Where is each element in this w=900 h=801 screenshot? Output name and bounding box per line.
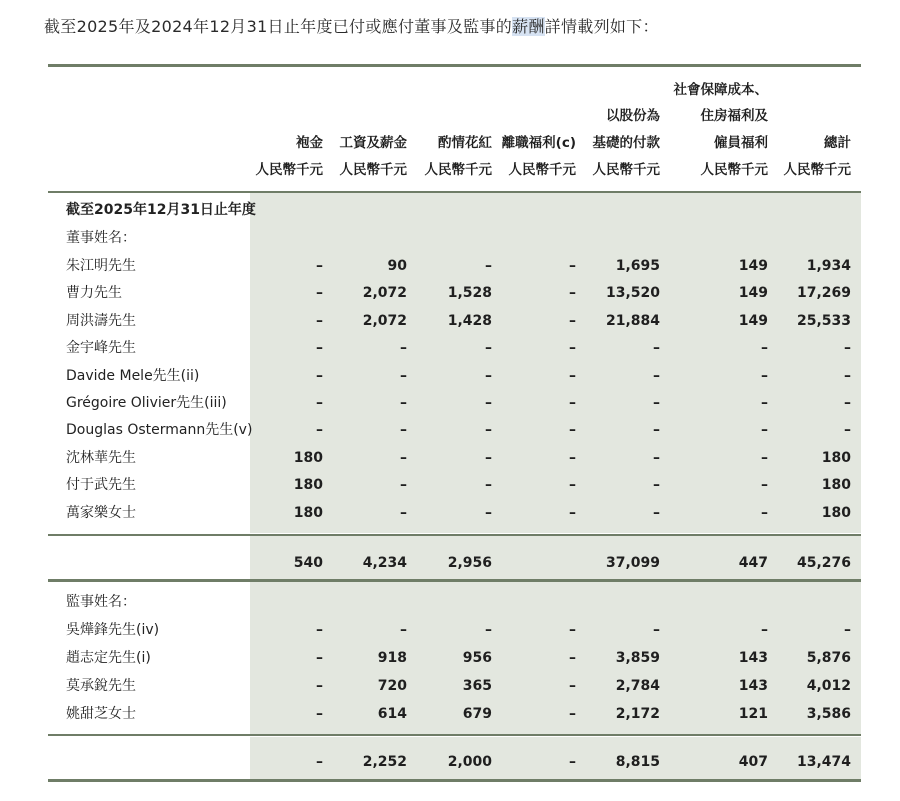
column-header: 住房福利及 bbox=[700, 108, 768, 124]
table-cell: – bbox=[485, 449, 492, 466]
table-cell: 149 bbox=[738, 258, 768, 274]
row-label: 趙志定先生(i) bbox=[66, 650, 151, 666]
table-row bbox=[48, 253, 861, 280]
table-cell: – bbox=[400, 449, 407, 466]
table-cell: – bbox=[569, 367, 576, 384]
table-cell: 2,000 bbox=[447, 754, 492, 770]
table-cell: – bbox=[316, 312, 323, 329]
table-cell: 407 bbox=[738, 754, 768, 770]
table-row bbox=[48, 701, 861, 728]
table-cell: 143 bbox=[738, 678, 768, 694]
table-cell: – bbox=[653, 367, 660, 384]
table-cell: – bbox=[400, 622, 407, 638]
table-cell: – bbox=[761, 504, 768, 521]
table-row bbox=[48, 363, 861, 390]
table-cell: 918 bbox=[377, 650, 407, 666]
table-cell: – bbox=[316, 650, 323, 666]
table-cell: 149 bbox=[738, 312, 768, 329]
table-cell: – bbox=[316, 678, 323, 694]
table-cell: – bbox=[761, 622, 768, 638]
table-cell: – bbox=[653, 504, 660, 521]
table-cell: – bbox=[569, 754, 576, 770]
table-cell: 180 bbox=[821, 504, 851, 521]
table-cell: – bbox=[653, 622, 660, 638]
row-label: 付于武先生 bbox=[66, 477, 136, 494]
column-header: 工資及薪金 bbox=[339, 135, 407, 151]
table-cell: 540 bbox=[293, 555, 323, 571]
intro-text bbox=[44, 14, 659, 37]
table-cell: – bbox=[569, 650, 576, 666]
table-cell: – bbox=[844, 622, 851, 638]
table-cell: – bbox=[400, 477, 407, 494]
table-cell: – bbox=[316, 422, 323, 439]
column-header: 基礎的付款 bbox=[592, 135, 660, 151]
table-cell: 4,012 bbox=[806, 678, 851, 694]
directors-label bbox=[48, 225, 861, 252]
row-label: 董事姓名： bbox=[66, 230, 136, 246]
table-cell: – bbox=[485, 367, 492, 384]
table-cell: – bbox=[761, 395, 768, 411]
table-cell: 2,072 bbox=[362, 285, 407, 302]
table-cell: 13,520 bbox=[605, 285, 660, 302]
row-label: 截至2025年12月31日止年度 bbox=[66, 202, 256, 218]
column-unit: 人民幣千元 bbox=[339, 162, 407, 178]
table-cell: 21,884 bbox=[605, 312, 660, 329]
row-label: Douglas Ostermann先生(v) bbox=[66, 422, 253, 439]
table-cell: – bbox=[569, 504, 576, 521]
table-row bbox=[48, 673, 861, 700]
row-label: 監事姓名： bbox=[66, 594, 136, 610]
column-unit: 人民幣千元 bbox=[592, 162, 660, 178]
table-cell: – bbox=[653, 340, 660, 357]
table-cell: 45,276 bbox=[796, 555, 851, 571]
table-cell: 447 bbox=[738, 555, 768, 571]
table-cell: 25,533 bbox=[796, 312, 851, 329]
table-cell: – bbox=[844, 422, 851, 439]
table-cell: 13,474 bbox=[796, 754, 851, 770]
table-cell: – bbox=[316, 706, 323, 722]
supervisors-total-row bbox=[48, 749, 861, 776]
table-cell: 720 bbox=[377, 678, 407, 694]
intro-after: 詳情載列如下： bbox=[544, 17, 659, 36]
table-cell: – bbox=[316, 395, 323, 411]
table-row bbox=[48, 335, 861, 362]
table-cell: 1,934 bbox=[806, 258, 851, 274]
table-cell: 37,099 bbox=[605, 555, 660, 571]
table-cell: – bbox=[485, 340, 492, 357]
table-row bbox=[48, 472, 861, 499]
directors-total-rule bbox=[48, 579, 861, 582]
table-row bbox=[48, 645, 861, 672]
table-row bbox=[48, 280, 861, 307]
column-unit: 人民幣千元 bbox=[783, 162, 851, 178]
table-cell: – bbox=[653, 422, 660, 439]
table-cell: – bbox=[761, 422, 768, 439]
table-cell: 365 bbox=[462, 678, 492, 694]
table-cell: 2,072 bbox=[362, 312, 407, 329]
table-cell: – bbox=[400, 340, 407, 357]
row-label: 沈林華先生 bbox=[66, 449, 136, 466]
table-cell: – bbox=[761, 340, 768, 357]
table-row bbox=[48, 500, 861, 527]
table-cell: – bbox=[485, 622, 492, 638]
table-cell: – bbox=[653, 449, 660, 466]
table-cell: – bbox=[316, 285, 323, 302]
table-cell: 2,956 bbox=[447, 555, 492, 571]
table-cell: – bbox=[844, 340, 851, 357]
table-cell: 1,695 bbox=[615, 258, 660, 274]
table-row bbox=[48, 390, 861, 417]
row-label: 朱江明先生 bbox=[66, 258, 136, 274]
table-cell: – bbox=[761, 367, 768, 384]
table-cell: – bbox=[569, 285, 576, 302]
table-cell: 1,528 bbox=[447, 285, 492, 302]
top-rule bbox=[48, 64, 861, 67]
table-cell: – bbox=[485, 504, 492, 521]
table-cell: 180 bbox=[293, 504, 323, 521]
table-cell: – bbox=[485, 395, 492, 411]
table-row bbox=[48, 445, 861, 472]
directors-subtotal-rule bbox=[48, 534, 861, 536]
column-header: 社會保障成本、 bbox=[673, 82, 768, 98]
table-cell: 180 bbox=[821, 477, 851, 494]
column-header: 酌情花紅 bbox=[438, 135, 492, 151]
table-cell: 180 bbox=[821, 449, 851, 466]
table-cell: 121 bbox=[738, 706, 768, 722]
table-cell: – bbox=[316, 367, 323, 384]
table-cell: – bbox=[761, 477, 768, 494]
table-cell: – bbox=[569, 678, 576, 694]
table-cell: 956 bbox=[462, 650, 492, 666]
column-header: 總計 bbox=[824, 135, 851, 151]
table-cell: 90 bbox=[387, 258, 407, 274]
table-cell: – bbox=[569, 477, 576, 494]
table-cell: – bbox=[569, 422, 576, 439]
table-row bbox=[48, 417, 861, 444]
supervisors-label bbox=[48, 589, 861, 616]
table-cell: – bbox=[485, 422, 492, 439]
column-unit: 人民幣千元 bbox=[508, 162, 576, 178]
table-cell: – bbox=[569, 312, 576, 329]
table-cell: – bbox=[844, 395, 851, 411]
row-label: 周洪濤先生 bbox=[66, 312, 136, 329]
table-cell: – bbox=[653, 395, 660, 411]
table-cell: – bbox=[569, 258, 576, 274]
row-label: 萬家樂女士 bbox=[66, 504, 136, 521]
column-unit: 人民幣千元 bbox=[255, 162, 323, 178]
table-cell: 2,252 bbox=[362, 754, 407, 770]
row-label: Grégoire Olivier先生(iii) bbox=[66, 395, 227, 411]
table-row bbox=[48, 308, 861, 335]
table-cell: 143 bbox=[738, 650, 768, 666]
table-row bbox=[48, 617, 861, 644]
table-cell: 1,428 bbox=[447, 312, 492, 329]
row-label: Davide Mele先生(ii) bbox=[66, 367, 200, 384]
table-cell: 3,859 bbox=[615, 650, 660, 666]
table-cell: – bbox=[400, 367, 407, 384]
column-header: 袍金 bbox=[296, 135, 323, 151]
table-cell: – bbox=[485, 477, 492, 494]
table-cell: 2,784 bbox=[615, 678, 660, 694]
table-cell: – bbox=[316, 340, 323, 357]
table-cell: 2,172 bbox=[615, 706, 660, 722]
section-title bbox=[48, 197, 861, 224]
table-cell: – bbox=[653, 477, 660, 494]
header-rule bbox=[48, 191, 861, 193]
table-cell: 679 bbox=[462, 706, 492, 722]
intro-before: 截至2025年及2024年12月31日止年度已付或應付董事及監事的 bbox=[44, 17, 513, 36]
table-cell: – bbox=[569, 622, 576, 638]
table-cell: – bbox=[761, 449, 768, 466]
row-label: 姚甜芝女士 bbox=[66, 706, 136, 722]
table-cell: – bbox=[316, 622, 323, 638]
supervisors-subtotal-rule bbox=[48, 734, 861, 736]
row-label: 吳燁鋒先生(iv) bbox=[66, 622, 160, 638]
bottom-rule bbox=[48, 779, 861, 782]
row-label: 莫承銳先生 bbox=[66, 678, 136, 694]
table-cell: – bbox=[569, 449, 576, 466]
row-label: 曹力先生 bbox=[66, 285, 122, 302]
column-header: 離職福利(c) bbox=[501, 135, 576, 151]
table-cell: – bbox=[569, 395, 576, 411]
row-label: 金宇峰先生 bbox=[66, 340, 136, 357]
table-cell: 614 bbox=[377, 706, 407, 722]
table-cell: 8,815 bbox=[615, 754, 660, 770]
table-cell: – bbox=[485, 258, 492, 274]
column-header: 以股份為 bbox=[606, 108, 660, 124]
column-unit: 人民幣千元 bbox=[424, 162, 492, 178]
table-cell: – bbox=[569, 340, 576, 357]
column-header: 僱員福利 bbox=[714, 135, 768, 151]
table-cell: 180 bbox=[293, 449, 323, 466]
table-cell: 5,876 bbox=[806, 650, 851, 666]
table-cell: – bbox=[316, 258, 323, 274]
table-cell: – bbox=[400, 504, 407, 521]
table-cell: – bbox=[569, 706, 576, 722]
table-cell: 4,234 bbox=[362, 555, 407, 571]
table-cell: – bbox=[844, 367, 851, 384]
table-cell: – bbox=[400, 395, 407, 411]
table-cell: 149 bbox=[738, 285, 768, 302]
table-cell: 17,269 bbox=[796, 285, 851, 302]
table-cell: 3,586 bbox=[806, 706, 851, 722]
table-cell: – bbox=[316, 754, 323, 770]
table-cell: 180 bbox=[293, 477, 323, 494]
directors-total-row bbox=[48, 550, 861, 577]
intro-highlight: 薪酬 bbox=[512, 17, 545, 36]
column-unit: 人民幣千元 bbox=[700, 162, 768, 178]
table-cell: – bbox=[400, 422, 407, 439]
